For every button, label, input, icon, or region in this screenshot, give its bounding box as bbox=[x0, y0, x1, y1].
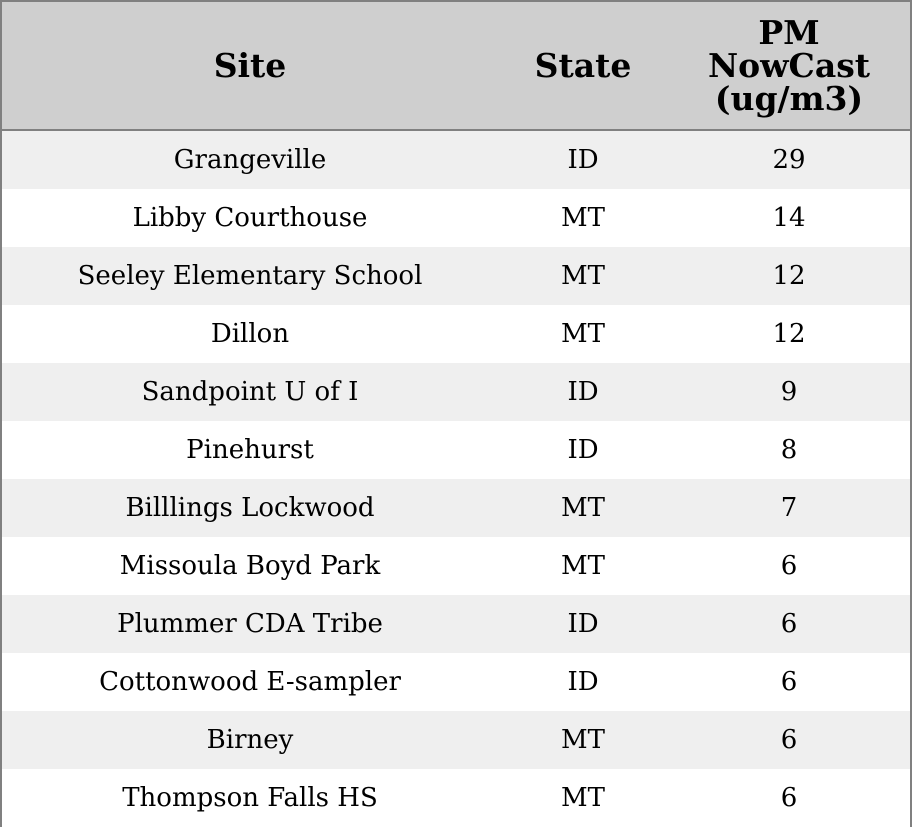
site-cell: Grangeville bbox=[173, 145, 327, 175]
state-cell: ID bbox=[567, 609, 599, 639]
pm-cell: 8 bbox=[780, 435, 798, 465]
pm-cell: 6 bbox=[780, 783, 798, 813]
state-cell: ID bbox=[567, 435, 599, 465]
state-cell: MT bbox=[561, 203, 605, 233]
header-state: State bbox=[534, 46, 632, 85]
site-cell: Seeley Elementary School bbox=[77, 261, 423, 291]
pm-cell: 7 bbox=[780, 493, 798, 523]
state-cell: ID bbox=[567, 145, 599, 175]
pm-cell: 6 bbox=[780, 609, 798, 639]
pm-cell: 6 bbox=[780, 725, 798, 755]
site-cell: Sandpoint U of I bbox=[141, 377, 359, 407]
table-row bbox=[2, 363, 910, 421]
table-row bbox=[2, 537, 910, 595]
site-cell: Billlings Lockwood bbox=[125, 493, 375, 523]
site-cell: Missoula Boyd Park bbox=[119, 551, 381, 581]
table-row bbox=[2, 653, 910, 711]
state-cell: MT bbox=[561, 493, 605, 523]
table-header bbox=[2, 2, 910, 131]
state-cell: MT bbox=[561, 551, 605, 581]
pm-cell: 29 bbox=[772, 145, 806, 175]
site-cell: Thompson Falls HS bbox=[122, 783, 378, 813]
header-pm-nowcast: PM NowCast (ug/m3) bbox=[707, 13, 871, 118]
site-cell: Pinehurst bbox=[186, 435, 314, 465]
pm-cell: 9 bbox=[780, 377, 798, 407]
site-cell: Birney bbox=[206, 725, 294, 755]
site-cell: Libby Courthouse bbox=[132, 203, 368, 233]
site-cell: Plummer CDA Tribe bbox=[117, 609, 383, 639]
state-cell: MT bbox=[561, 319, 605, 349]
table-row bbox=[2, 305, 910, 363]
table-row bbox=[2, 189, 910, 247]
table-row bbox=[2, 247, 910, 305]
site-cell: Cottonwood E-sampler bbox=[99, 667, 401, 697]
table-row bbox=[2, 479, 910, 537]
table-row bbox=[2, 769, 910, 827]
state-cell: MT bbox=[561, 725, 605, 755]
table-body bbox=[2, 131, 910, 827]
state-cell: MT bbox=[561, 783, 605, 813]
pm-cell: 6 bbox=[780, 551, 798, 581]
state-cell: ID bbox=[567, 377, 599, 407]
pm-cell: 6 bbox=[780, 667, 798, 697]
pm-cell: 12 bbox=[772, 261, 806, 291]
pm-cell: 14 bbox=[772, 203, 806, 233]
table-row bbox=[2, 421, 910, 479]
state-cell: MT bbox=[561, 261, 605, 291]
pm-cell: 12 bbox=[772, 319, 806, 349]
site-cell: Dillon bbox=[210, 319, 290, 349]
table-row bbox=[2, 131, 910, 189]
table-row bbox=[2, 711, 910, 769]
header-site: Site bbox=[213, 46, 287, 85]
table-row bbox=[2, 595, 910, 653]
state-cell: ID bbox=[567, 667, 599, 697]
